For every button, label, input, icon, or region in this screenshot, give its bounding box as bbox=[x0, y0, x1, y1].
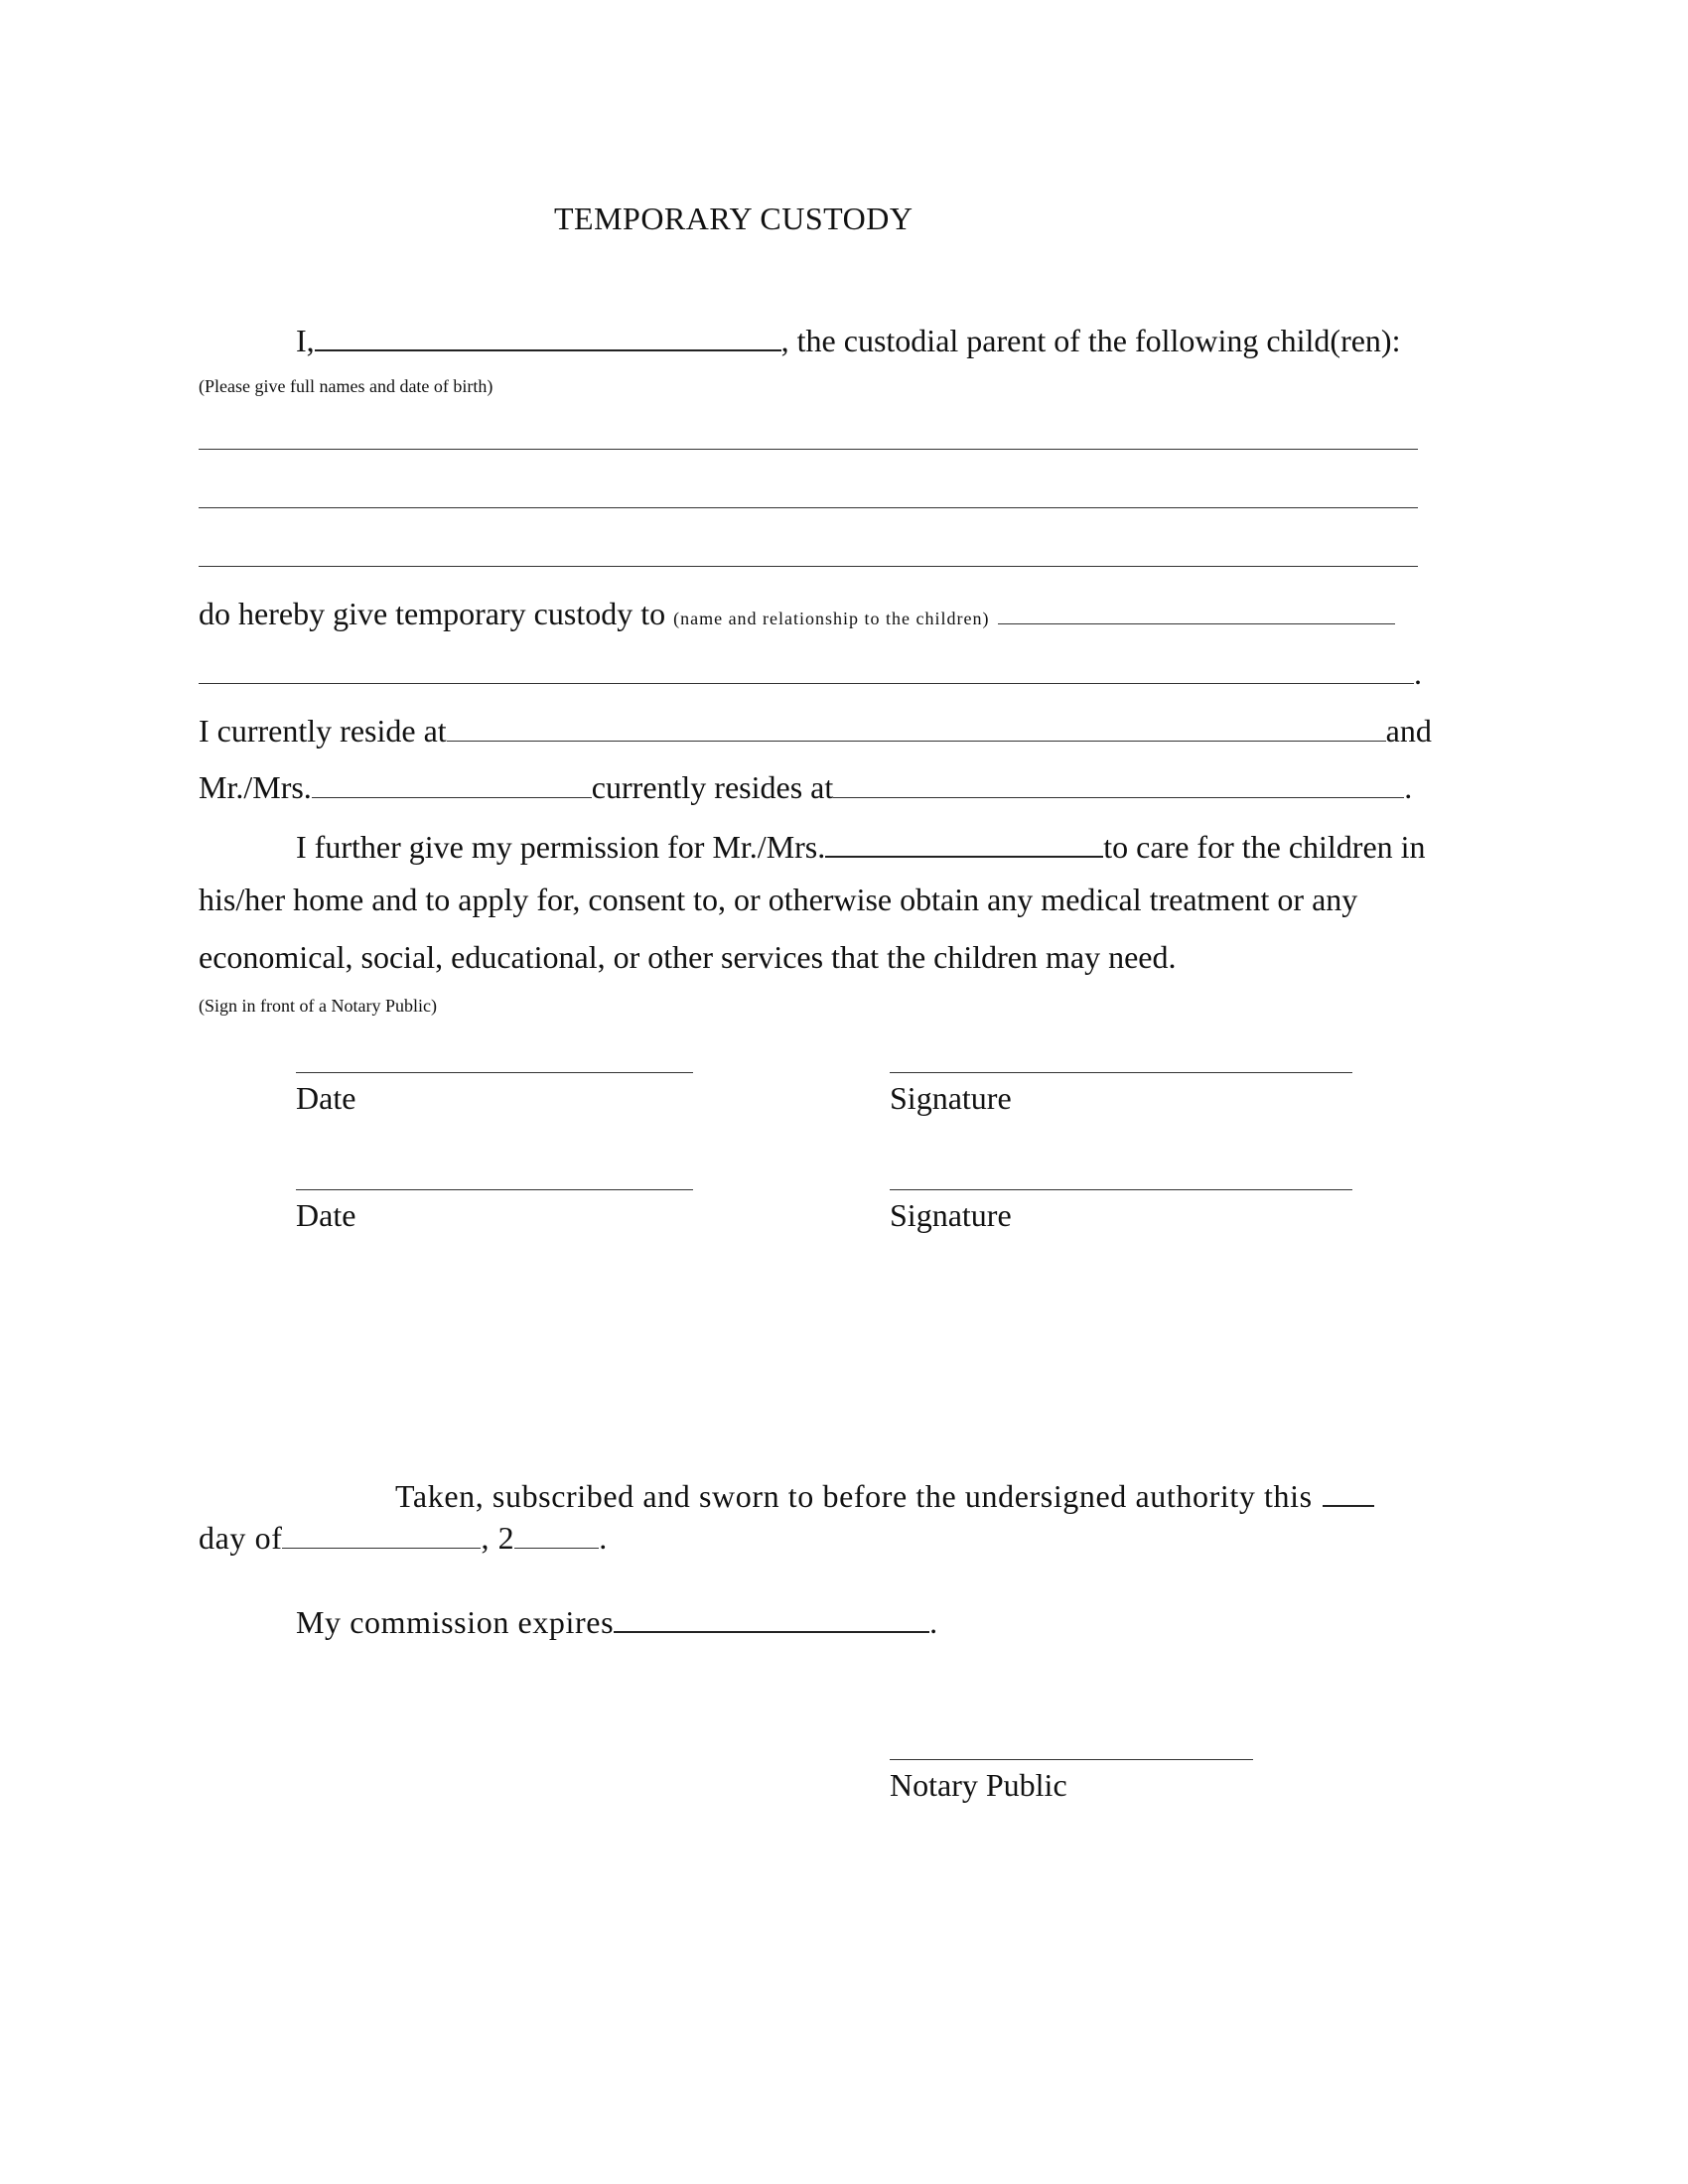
permission-line-3: economical, social, educational, or other services that the children may need. bbox=[199, 939, 1177, 975]
children-note: (Please give full names and date of birth) bbox=[199, 376, 493, 396]
commission-line bbox=[296, 1601, 938, 1638]
custodian-name-field-2[interactable] bbox=[199, 653, 1414, 684]
signature-line-1[interactable] bbox=[890, 1072, 1352, 1073]
commission-end-period: . bbox=[929, 1604, 938, 1640]
custody-end-period: . bbox=[1414, 655, 1422, 691]
reside-and: and bbox=[1385, 713, 1432, 749]
parent-name-field[interactable] bbox=[315, 320, 781, 351]
signature-label-2: Signature bbox=[890, 1197, 1012, 1233]
custodian-name-field-3[interactable] bbox=[312, 767, 592, 798]
reside-prefix: I currently reside at bbox=[199, 713, 447, 749]
child-line-3[interactable] bbox=[199, 566, 1418, 567]
commission-text: My commission expires bbox=[296, 1604, 615, 1640]
child-line-1[interactable] bbox=[199, 449, 1418, 450]
permission-prefix: I further give my permission for Mr./Mrs. bbox=[296, 829, 826, 865]
signature-label-1: Signature bbox=[890, 1080, 1012, 1116]
year-end-period: . bbox=[599, 1520, 608, 1556]
child-line-2[interactable] bbox=[199, 507, 1418, 508]
date-line-2[interactable] bbox=[296, 1189, 693, 1190]
page-title: TEMPORARY CUSTODY bbox=[554, 201, 914, 236]
day-of-text: day of bbox=[199, 1520, 283, 1556]
sign-note: (Sign in front of a Notary Public) bbox=[199, 996, 437, 1016]
custodian-address-field[interactable] bbox=[833, 767, 1404, 798]
parent-address-field[interactable] bbox=[447, 711, 1386, 742]
custodian-line-2 bbox=[199, 653, 1422, 689]
day-field[interactable] bbox=[1323, 1475, 1374, 1507]
permission-line-2: his/her home and to apply for, consent to, or otherwise obtain any medical treatment or any bbox=[199, 882, 1358, 917]
permission-name-field[interactable] bbox=[825, 826, 1103, 858]
intro-suffix: , the custodial parent of the following child(ren): bbox=[780, 323, 1401, 358]
custody-text: do hereby give temporary custody to bbox=[199, 596, 666, 631]
intro-line bbox=[296, 320, 1400, 356]
notary-public-label: Notary Public bbox=[890, 1767, 1067, 1803]
signature-line-2[interactable] bbox=[890, 1189, 1352, 1190]
mr-mrs-prefix: Mr./Mrs. bbox=[199, 769, 312, 805]
date-line-1[interactable] bbox=[296, 1072, 693, 1073]
sworn-text: Taken, subscribed and sworn to before the undersigned authority this bbox=[395, 1478, 1313, 1514]
custodian-name-field[interactable] bbox=[998, 594, 1395, 624]
year-prefix: , 2 bbox=[481, 1520, 515, 1556]
permission-line-1 bbox=[296, 826, 1426, 863]
date-label-1: Date bbox=[296, 1080, 356, 1116]
custody-note: (name and relationship to the children) bbox=[673, 609, 990, 628]
residence-end-period: . bbox=[1404, 769, 1413, 805]
date-label-2: Date bbox=[296, 1197, 356, 1233]
permission-suffix: to care for the children in bbox=[1103, 829, 1426, 865]
intro-prefix: I, bbox=[296, 323, 315, 358]
custody-line bbox=[199, 594, 1395, 629]
sworn-line bbox=[395, 1475, 1374, 1512]
residence-line-2 bbox=[199, 767, 1412, 803]
year-field[interactable] bbox=[514, 1518, 599, 1549]
notary-signature-line[interactable] bbox=[890, 1759, 1253, 1760]
resides-at-text: currently resides at bbox=[591, 769, 834, 805]
day-of-line bbox=[199, 1518, 608, 1554]
residence-line-1 bbox=[199, 711, 1432, 747]
commission-expires-field[interactable] bbox=[614, 1601, 929, 1633]
month-field[interactable] bbox=[282, 1518, 481, 1549]
